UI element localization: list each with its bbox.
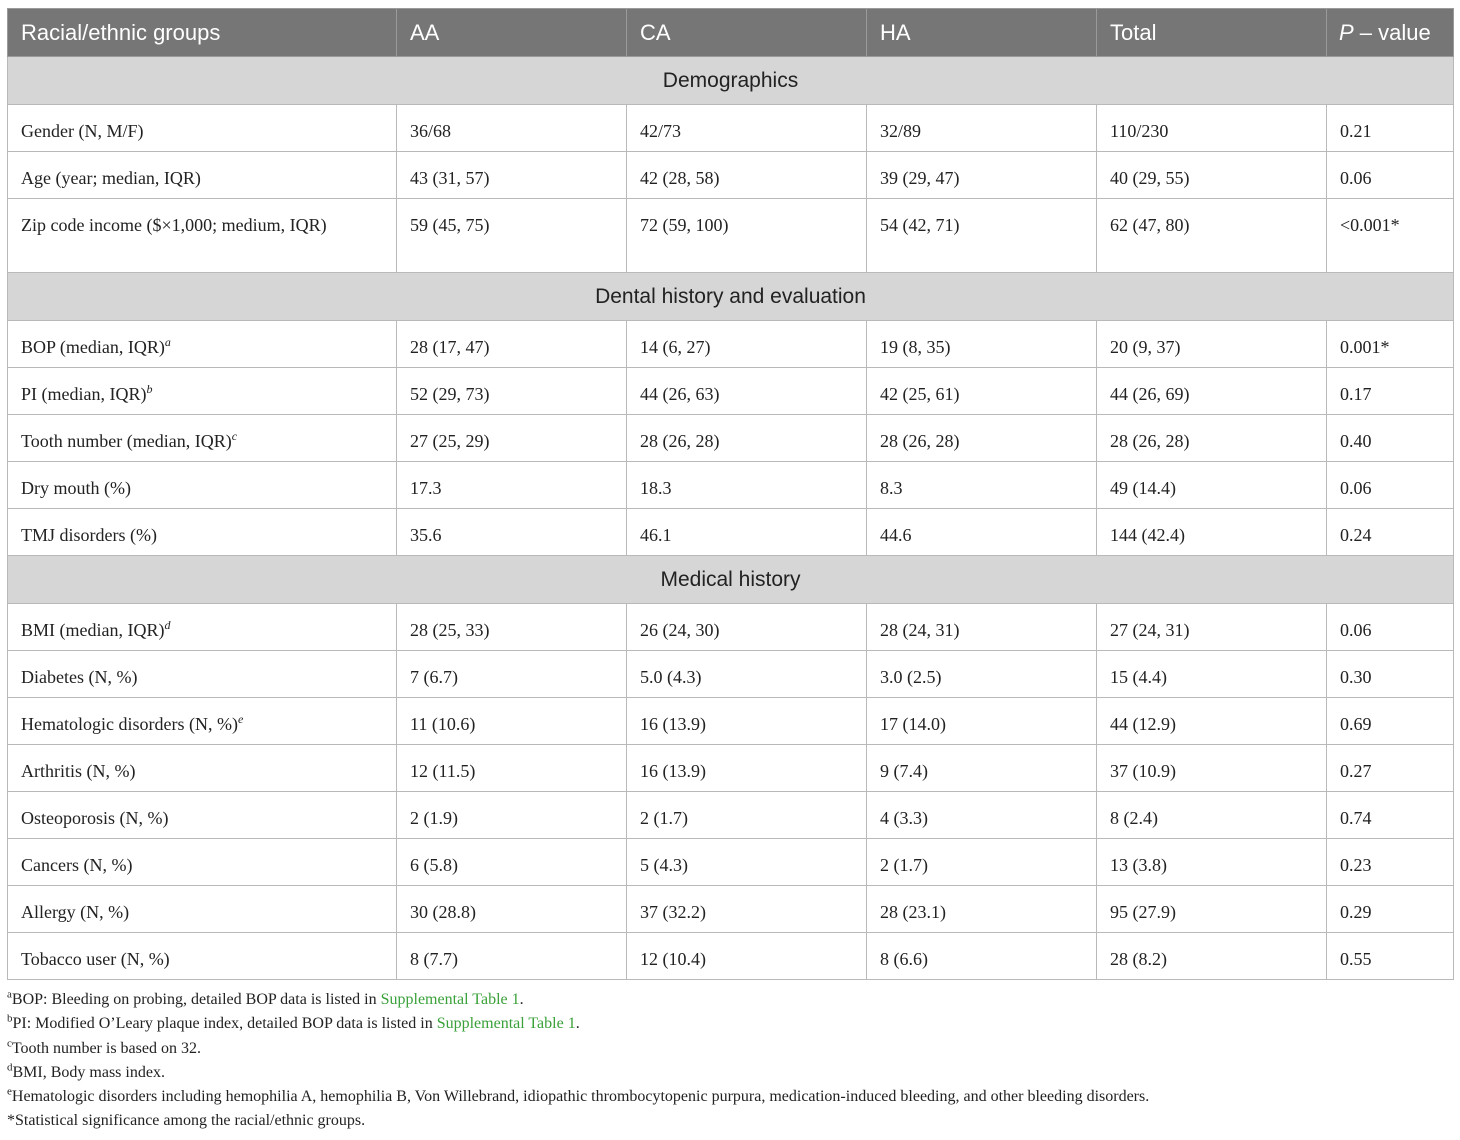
footnote-letter: b <box>7 1012 13 1025</box>
row-label: PI (median, IQR) <box>21 384 147 404</box>
footnote-marker: b <box>146 382 153 396</box>
p-value: 0.06 <box>1327 462 1454 509</box>
footnote <box>7 1037 1453 1061</box>
p-value: 0.40 <box>1327 415 1454 462</box>
row-label: Tobacco user (N, %) <box>21 949 170 969</box>
aa-value: 8 (7.7) <box>397 933 627 980</box>
footnote-letter: e <box>7 1085 12 1098</box>
total-value: 144 (42.4) <box>1097 509 1327 556</box>
footnote-text: BMI, Body mass index. <box>12 1063 165 1081</box>
header-ca: CA <box>627 9 867 57</box>
header-aa: AA <box>397 9 627 57</box>
table-row <box>8 415 1454 462</box>
table-row <box>8 933 1454 980</box>
table-row <box>8 886 1454 933</box>
ca-value: 42/73 <box>627 105 867 152</box>
row-label: Hematologic disorders (N, %) <box>21 714 238 734</box>
supplemental-table-link[interactable]: Supplemental Table 1 <box>436 1015 576 1033</box>
ha-value: 4 (3.3) <box>867 792 1097 839</box>
row-label: BMI (median, IQR) <box>21 620 165 640</box>
row-label-cell <box>8 199 397 273</box>
aa-value: 12 (11.5) <box>397 745 627 792</box>
total-value: 49 (14.4) <box>1097 462 1327 509</box>
ca-value: 18.3 <box>627 462 867 509</box>
footnote-letter: c <box>7 1037 12 1050</box>
row-label-cell <box>8 321 397 368</box>
ca-value: 46.1 <box>627 509 867 556</box>
header-p-value <box>1327 9 1454 57</box>
row-label-cell <box>8 933 397 980</box>
total-value: 95 (27.9) <box>1097 886 1327 933</box>
ca-value: 5.0 (4.3) <box>627 651 867 698</box>
ha-value: 9 (7.4) <box>867 745 1097 792</box>
row-label: Allergy (N, %) <box>21 902 130 922</box>
ca-value: 72 (59, 100) <box>627 199 867 273</box>
total-value: 62 (47, 80) <box>1097 199 1327 273</box>
row-label-cell <box>8 604 397 651</box>
p-value: 0.24 <box>1327 509 1454 556</box>
ha-value: 17 (14.0) <box>867 698 1097 745</box>
ha-value: 54 (42, 71) <box>867 199 1097 273</box>
ca-value: 37 (32.2) <box>627 886 867 933</box>
ha-value: 8.3 <box>867 462 1097 509</box>
table-body <box>8 57 1454 980</box>
aa-value: 27 (25, 29) <box>397 415 627 462</box>
aa-value: 30 (28.8) <box>397 886 627 933</box>
p-value: 0.23 <box>1327 839 1454 886</box>
footnote-text: PI: Modified O’Leary plaque index, detailed BOP data is listed in <box>12 1015 437 1033</box>
ca-value: 12 (10.4) <box>627 933 867 980</box>
aa-value: 17.3 <box>397 462 627 509</box>
table-header <box>8 9 1454 57</box>
aa-value: 35.6 <box>397 509 627 556</box>
ha-value: 28 (26, 28) <box>867 415 1097 462</box>
total-value: 20 (9, 37) <box>1097 321 1327 368</box>
table-row <box>8 321 1454 368</box>
table-row <box>8 604 1454 651</box>
p-value: 0.29 <box>1327 886 1454 933</box>
ca-value: 5 (4.3) <box>627 839 867 886</box>
row-label: Cancers (N, %) <box>21 855 133 875</box>
total-value: 27 (24, 31) <box>1097 604 1327 651</box>
ha-value: 2 (1.7) <box>867 839 1097 886</box>
header-ha: HA <box>867 9 1097 57</box>
table-row <box>8 698 1454 745</box>
footnote-marker: a <box>164 335 171 349</box>
header-p-italic: P <box>1339 19 1354 45</box>
row-label-cell <box>8 745 397 792</box>
p-value: <0.001* <box>1327 199 1454 273</box>
footnote-letter: d <box>7 1061 13 1074</box>
section-row <box>8 556 1454 604</box>
table-footnotes <box>7 988 1453 1134</box>
total-value: 8 (2.4) <box>1097 792 1327 839</box>
table-row <box>8 105 1454 152</box>
aa-value: 6 (5.8) <box>397 839 627 886</box>
footnote-marker: e <box>237 712 244 726</box>
footnote-marker: d <box>164 618 171 632</box>
table-row <box>8 199 1454 273</box>
row-label: Arthritis (N, %) <box>21 761 136 781</box>
table-row <box>8 745 1454 792</box>
row-label: Diabetes (N, %) <box>21 667 138 687</box>
row-label-cell <box>8 368 397 415</box>
section-row <box>8 57 1454 105</box>
data-table <box>7 8 1454 980</box>
total-value: 110/230 <box>1097 105 1327 152</box>
ha-value: 28 (24, 31) <box>867 604 1097 651</box>
ca-value: 16 (13.9) <box>627 745 867 792</box>
row-label: BOP (median, IQR) <box>21 337 165 357</box>
ha-value: 8 (6.6) <box>867 933 1097 980</box>
footnote <box>7 1109 1453 1133</box>
row-label: Dry mouth (%) <box>21 478 131 498</box>
aa-value: 28 (17, 47) <box>397 321 627 368</box>
footnote-text: Tooth number is based on 32. <box>11 1039 201 1057</box>
row-label-cell <box>8 792 397 839</box>
aa-value: 36/68 <box>397 105 627 152</box>
row-label: Tooth number (median, IQR) <box>21 431 232 451</box>
footnote <box>7 1012 1453 1036</box>
footnote-text: Hematologic disorders including hemophilia A, hemophilia B, Von Willebrand, idiopathic thrombocytopenic purpura, medication-induced bleeding, and other bleeding disorders. <box>11 1088 1150 1106</box>
ca-value: 42 (28, 58) <box>627 152 867 199</box>
table-row <box>8 462 1454 509</box>
table-row <box>8 651 1454 698</box>
row-label-cell <box>8 152 397 199</box>
ha-value: 39 (29, 47) <box>867 152 1097 199</box>
aa-value: 11 (10.6) <box>397 698 627 745</box>
aa-value: 2 (1.9) <box>397 792 627 839</box>
aa-value: 52 (29, 73) <box>397 368 627 415</box>
ca-value: 14 (6, 27) <box>627 321 867 368</box>
footnote-period: . <box>519 991 524 1008</box>
p-value: 0.06 <box>1327 604 1454 651</box>
ca-value: 2 (1.7) <box>627 792 867 839</box>
row-label: Zip code income ($×1,000; medium, IQR) <box>21 215 327 235</box>
total-value: 28 (8.2) <box>1097 933 1327 980</box>
section-title: Medical history <box>8 556 1454 604</box>
p-value: 0.74 <box>1327 792 1454 839</box>
row-label-cell <box>8 462 397 509</box>
row-label-cell <box>8 509 397 556</box>
p-value: 0.001* <box>1327 321 1454 368</box>
footnote <box>7 988 1453 1012</box>
row-label: Gender (N, M/F) <box>21 121 144 141</box>
p-value: 0.27 <box>1327 745 1454 792</box>
table-row <box>8 839 1454 886</box>
row-label-cell <box>8 839 397 886</box>
section-title: Demographics <box>8 57 1454 105</box>
header-total: Total <box>1097 9 1327 57</box>
footnote <box>7 1061 1453 1085</box>
total-value: 44 (26, 69) <box>1097 368 1327 415</box>
ha-value: 28 (23.1) <box>867 886 1097 933</box>
supplemental-table-link[interactable]: Supplemental Table 1 <box>380 991 520 1008</box>
row-label-cell <box>8 415 397 462</box>
ha-value: 44.6 <box>867 509 1097 556</box>
ha-value: 32/89 <box>867 105 1097 152</box>
aa-value: 43 (31, 57) <box>397 152 627 199</box>
table-row <box>8 792 1454 839</box>
p-value: 0.06 <box>1327 152 1454 199</box>
footnote <box>7 1085 1453 1109</box>
p-value: 0.17 <box>1327 368 1454 415</box>
table-row <box>8 509 1454 556</box>
ca-value: 26 (24, 30) <box>627 604 867 651</box>
total-value: 44 (12.9) <box>1097 698 1327 745</box>
section-title: Dental history and evaluation <box>8 273 1454 321</box>
row-label-cell <box>8 886 397 933</box>
footnote-text: BOP: Bleeding on probing, detailed BOP data is listed in <box>11 991 381 1008</box>
footnote-period: . <box>575 1015 580 1033</box>
table-row <box>8 368 1454 415</box>
row-label: Osteoporosis (N, %) <box>21 808 169 828</box>
ha-value: 19 (8, 35) <box>867 321 1097 368</box>
row-label-cell <box>8 698 397 745</box>
table-container <box>7 8 1453 980</box>
aa-value: 59 (45, 75) <box>397 199 627 273</box>
total-value: 37 (10.9) <box>1097 745 1327 792</box>
p-value: 0.69 <box>1327 698 1454 745</box>
header-groups: Racial/ethnic groups <box>8 9 397 57</box>
row-label: Age (year; median, IQR) <box>21 168 201 188</box>
ca-value: 44 (26, 63) <box>627 368 867 415</box>
footnote-letter: a <box>7 988 12 1001</box>
p-value: 0.30 <box>1327 651 1454 698</box>
footnote-text: *Statistical significance among the racial/ethnic groups. <box>7 1112 366 1130</box>
ha-value: 42 (25, 61) <box>867 368 1097 415</box>
row-label-cell <box>8 105 397 152</box>
ha-value: 3.0 (2.5) <box>867 651 1097 698</box>
p-value: 0.21 <box>1327 105 1454 152</box>
ca-value: 28 (26, 28) <box>627 415 867 462</box>
header-row <box>8 9 1454 57</box>
p-value: 0.55 <box>1327 933 1454 980</box>
total-value: 40 (29, 55) <box>1097 152 1327 199</box>
table-row <box>8 152 1454 199</box>
header-p-rest: – value <box>1353 19 1431 45</box>
aa-value: 28 (25, 33) <box>397 604 627 651</box>
row-label-cell <box>8 651 397 698</box>
footnote-marker: c <box>231 429 238 443</box>
total-value: 28 (26, 28) <box>1097 415 1327 462</box>
section-row <box>8 273 1454 321</box>
total-value: 13 (3.8) <box>1097 839 1327 886</box>
total-value: 15 (4.4) <box>1097 651 1327 698</box>
ca-value: 16 (13.9) <box>627 698 867 745</box>
aa-value: 7 (6.7) <box>397 651 627 698</box>
row-label: TMJ disorders (%) <box>21 525 157 545</box>
